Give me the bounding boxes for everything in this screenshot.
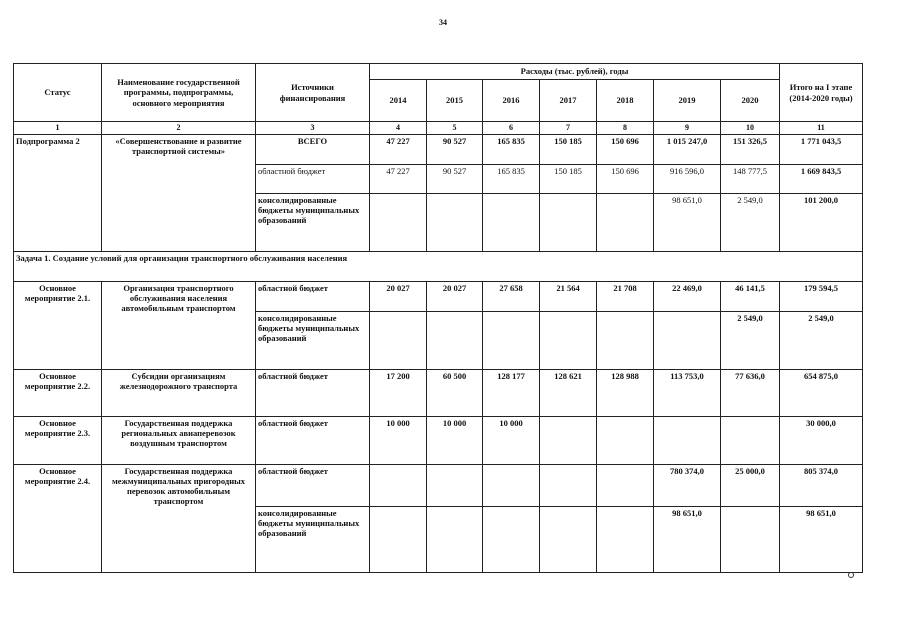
- col-number: 1: [14, 122, 102, 135]
- value-cell: [370, 464, 427, 506]
- value-cell: [483, 506, 540, 572]
- subprogram-name: «Совершенствование и развитие транспортной системы»: [102, 134, 256, 251]
- measure-name: Организация транспортного обслуживания населения автомобильным транспортом: [102, 281, 256, 369]
- value-cell: 20 027: [427, 281, 483, 311]
- value-cell: 25 000,0: [721, 464, 780, 506]
- header-total: Итого на I этапе (2014-2020 годы): [780, 64, 863, 122]
- value-cell: [540, 464, 597, 506]
- total-cell: 179 594,5: [780, 281, 863, 311]
- measure-name: Государственная поддержка межмуниципальных пригородных перевозок автомобильным транспортом: [102, 464, 256, 572]
- value-cell: 150 185: [540, 134, 597, 164]
- value-cell: [427, 193, 483, 251]
- measure-status: Основное мероприятие 2.1.: [14, 281, 102, 369]
- total-cell: 1 771 043,5: [780, 134, 863, 164]
- value-cell: 60 500: [427, 369, 483, 416]
- value-cell: [654, 416, 721, 464]
- table-row: [14, 134, 863, 164]
- value-cell: [597, 416, 654, 464]
- total-cell: 98 651,0: [780, 506, 863, 572]
- total-cell: 805 374,0: [780, 464, 863, 506]
- total-cell: 1 669 843,5: [780, 164, 863, 193]
- value-cell: 128 988: [597, 369, 654, 416]
- value-cell: 148 777,5: [721, 164, 780, 193]
- measure-status: Основное мероприятие 2.3.: [14, 416, 102, 464]
- value-cell: [370, 193, 427, 251]
- col-number: 8: [597, 122, 654, 135]
- task-title: Задача 1. Создание условий для организации транспортного обслуживания населения: [14, 251, 863, 281]
- value-cell: 98 651,0: [654, 193, 721, 251]
- col-number: 3: [256, 122, 370, 135]
- value-cell: [654, 311, 721, 369]
- header-status: Статус: [14, 64, 102, 122]
- value-cell: [721, 416, 780, 464]
- measure-status: Основное мероприятие 2.2.: [14, 369, 102, 416]
- source-cell: областной бюджет: [256, 281, 370, 311]
- header-name: Наименование государственной программы, подпрограммы, основного мероприятия: [102, 64, 256, 122]
- source-cell: областной бюджет: [256, 416, 370, 464]
- total-cell: 2 549,0: [780, 311, 863, 369]
- value-cell: 10 000: [483, 416, 540, 464]
- col-number: 4: [370, 122, 427, 135]
- value-cell: 21 708: [597, 281, 654, 311]
- value-cell: [597, 506, 654, 572]
- value-cell: 77 636,0: [721, 369, 780, 416]
- total-cell: 30 000,0: [780, 416, 863, 464]
- value-cell: 150 696: [597, 164, 654, 193]
- value-cell: 128 177: [483, 369, 540, 416]
- header-year: 2015: [427, 80, 483, 122]
- table-row: [14, 369, 863, 416]
- value-cell: [597, 193, 654, 251]
- value-cell: 20 027: [370, 281, 427, 311]
- value-cell: 46 141,5: [721, 281, 780, 311]
- value-cell: [483, 464, 540, 506]
- value-cell: [483, 311, 540, 369]
- task-row: [14, 251, 863, 281]
- header-year: 2018: [597, 80, 654, 122]
- value-cell: [427, 311, 483, 369]
- table-row: [14, 281, 863, 311]
- budget-table: [13, 63, 863, 573]
- value-cell: [483, 193, 540, 251]
- value-cell: 165 835: [483, 164, 540, 193]
- value-cell: 780 374,0: [654, 464, 721, 506]
- value-cell: 17 200: [370, 369, 427, 416]
- value-cell: 47 227: [370, 164, 427, 193]
- measure-status: Основное мероприятие 2.4.: [14, 464, 102, 572]
- value-cell: [540, 193, 597, 251]
- value-cell: 2 549,0: [721, 311, 780, 369]
- value-cell: [427, 506, 483, 572]
- col-number: 6: [483, 122, 540, 135]
- measure-name: Субсидии организациям железнодорожного транспорта: [102, 369, 256, 416]
- value-cell: [540, 506, 597, 572]
- value-cell: 47 227: [370, 134, 427, 164]
- col-number: 7: [540, 122, 597, 135]
- header-expenses: Расходы (тыс. рублей), годы: [370, 64, 780, 80]
- value-cell: 150 696: [597, 134, 654, 164]
- value-cell: 113 753,0: [654, 369, 721, 416]
- source-cell: консолидированные бюджеты муниципальных образований: [256, 311, 370, 369]
- col-number: 11: [780, 122, 863, 135]
- source-cell: ВСЕГО: [256, 134, 370, 164]
- value-cell: [427, 464, 483, 506]
- header-year: 2016: [483, 80, 540, 122]
- value-cell: [721, 506, 780, 572]
- header-year: 2017: [540, 80, 597, 122]
- source-cell: консолидированные бюджеты муниципальных образований: [256, 506, 370, 572]
- table-row: [14, 464, 863, 506]
- value-cell: 90 527: [427, 164, 483, 193]
- value-cell: [370, 506, 427, 572]
- col-number: 9: [654, 122, 721, 135]
- value-cell: [597, 311, 654, 369]
- value-cell: 916 596,0: [654, 164, 721, 193]
- header-year: 2014: [370, 80, 427, 122]
- value-cell: 2 549,0: [721, 193, 780, 251]
- source-cell: областной бюджет: [256, 164, 370, 193]
- circle-mark: [848, 572, 854, 578]
- value-cell: 128 621: [540, 369, 597, 416]
- col-number: 2: [102, 122, 256, 135]
- measure-name: Государственная поддержка региональных авиаперевозок воздушным транспортом: [102, 416, 256, 464]
- total-cell: 654 875,0: [780, 369, 863, 416]
- table-row: [14, 416, 863, 464]
- value-cell: 98 651,0: [654, 506, 721, 572]
- subprogram-status: Подпрограмма 2: [14, 134, 102, 251]
- value-cell: [597, 464, 654, 506]
- value-cell: 10 000: [370, 416, 427, 464]
- col-number: 5: [427, 122, 483, 135]
- value-cell: 22 469,0: [654, 281, 721, 311]
- value-cell: 151 326,5: [721, 134, 780, 164]
- source-cell: консолидированные бюджеты муниципальных образований: [256, 193, 370, 251]
- value-cell: 150 185: [540, 164, 597, 193]
- source-cell: областной бюджет: [256, 464, 370, 506]
- header-source: Источники финансирования: [256, 64, 370, 122]
- header-year: 2020: [721, 80, 780, 122]
- value-cell: 21 564: [540, 281, 597, 311]
- value-cell: 10 000: [427, 416, 483, 464]
- value-cell: 90 527: [427, 134, 483, 164]
- value-cell: 165 835: [483, 134, 540, 164]
- value-cell: 1 015 247,0: [654, 134, 721, 164]
- source-cell: областной бюджет: [256, 369, 370, 416]
- value-cell: [540, 416, 597, 464]
- value-cell: [370, 311, 427, 369]
- total-cell: 101 200,0: [780, 193, 863, 251]
- value-cell: 27 658: [483, 281, 540, 311]
- header-year: 2019: [654, 80, 721, 122]
- col-number: 10: [721, 122, 780, 135]
- page-number: 34: [439, 18, 447, 27]
- value-cell: [540, 311, 597, 369]
